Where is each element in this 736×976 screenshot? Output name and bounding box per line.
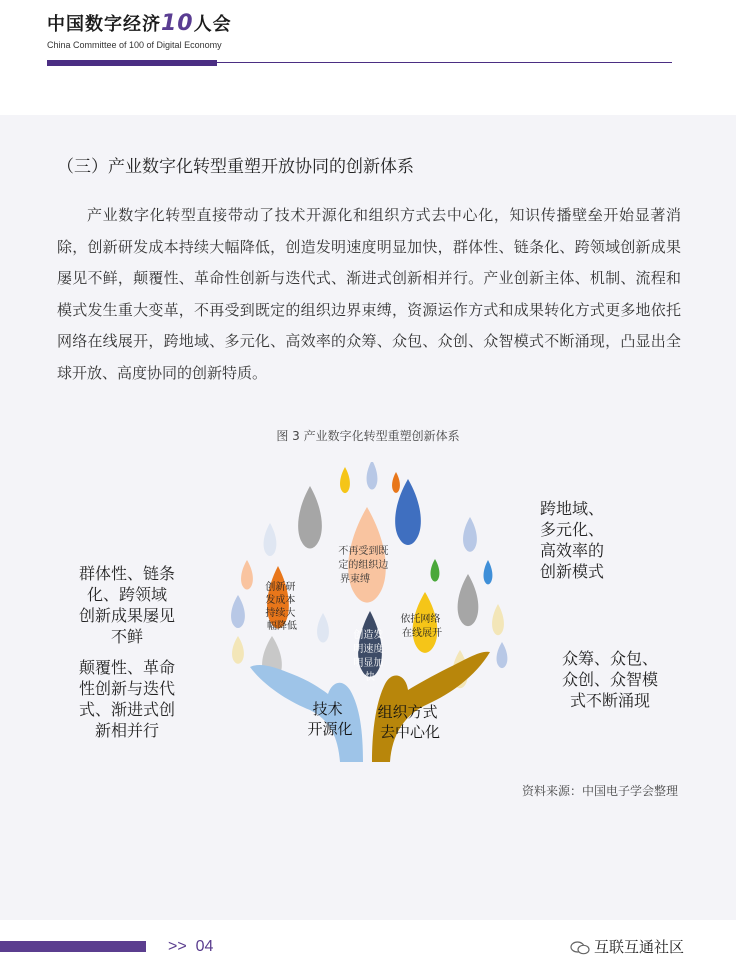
leaf-left-line: 发成本: [265, 595, 296, 606]
leaf-small: [392, 472, 400, 493]
left-text-1-line: 群体性、链条: [78, 564, 175, 583]
hand-left-line: 开源化: [307, 720, 353, 738]
right-text-1-line: 高效率的: [540, 541, 605, 560]
page-number-value: 04: [195, 938, 214, 955]
leaf-small: [317, 613, 329, 643]
leaf-small: [497, 642, 508, 668]
leaf-center-line: 创造发: [353, 630, 384, 641]
leaf-small: [231, 595, 245, 628]
leaf-small: [463, 517, 477, 552]
logo-title: [47, 10, 232, 36]
leaf-top-line: 界束缚: [340, 574, 370, 585]
page-arrows: >>: [168, 938, 187, 955]
leaf-small: [264, 523, 277, 556]
logo-subtitle: China Committee of 100 of Digital Economy: [47, 40, 222, 50]
leaf-left-line: 持续大: [265, 608, 296, 619]
right-text-1-line: 创新模式: [540, 562, 605, 581]
right-text-innovation-model: [540, 498, 630, 582]
figure-source: 资料来源：中国电子学会整理: [521, 784, 678, 798]
innovation-tree-illustration: [220, 462, 520, 767]
leaf-grey-right: [458, 574, 479, 626]
right-text-crowd-models: [550, 648, 670, 711]
leaf-small: [367, 462, 378, 490]
left-text-2-line: 式、渐进式创: [78, 700, 175, 719]
left-text-2-line: 新相并行: [94, 721, 159, 740]
logo-title-suffix: 人会: [193, 14, 232, 35]
figure-caption: 图 3 产业数字化转型重塑创新体系: [276, 429, 460, 443]
leaf-right-line: 在线展开: [402, 628, 442, 639]
left-text-2-line: 性创新与迭代: [78, 679, 175, 698]
footer-brand: [570, 936, 684, 957]
leaf-small: [340, 467, 350, 493]
footer-accent-bar: [0, 941, 146, 952]
header-accent-bar: [47, 60, 217, 66]
hand-left-line: 技术: [312, 700, 343, 718]
leaf-center-line: 明速度: [353, 644, 384, 655]
section-title: （三）产业数字化转型重塑开放协同的创新体系: [57, 157, 414, 177]
right-text-2-line: 众筹、众包、: [561, 649, 658, 668]
wechat-icon: [570, 941, 590, 955]
leaf-small: [241, 560, 253, 590]
left-text-innovation-results: [68, 563, 186, 647]
right-text-1-line: 多元化、: [540, 520, 605, 539]
leaf-small: [492, 604, 504, 635]
leaf-small: [431, 559, 440, 582]
leaf-left-line: 幅降低: [267, 621, 297, 632]
leaf-small: [232, 636, 244, 664]
leaf-center-line: 明显加: [353, 658, 384, 669]
leaf-grey-top: [298, 486, 322, 549]
leaf-small: [484, 560, 493, 584]
left-text-2-line: 颠覆性、革命: [78, 658, 175, 677]
left-text-disruptive-innovation: [68, 657, 186, 741]
logo-number: 10: [161, 11, 194, 36]
left-text-1-line: 不鲜: [110, 627, 143, 646]
right-text-2-line: 式不断涌现: [569, 691, 650, 710]
right-text-1-line: 跨地域、: [540, 499, 605, 518]
leaf-top-line: 定的组织边: [338, 560, 389, 571]
right-text-2-line: 众创、众智模: [561, 670, 658, 689]
page-header: [0, 0, 736, 112]
left-text-1-line: 创新成果屡见: [78, 606, 175, 625]
header-divider: [217, 62, 672, 63]
leaf-left-line: 创新研: [265, 582, 296, 593]
leaf-center-line: 快: [365, 672, 375, 683]
leaf-right-line: 依托网络: [400, 614, 441, 625]
body-paragraph: 产业数字化转型直接带动了技术开源化和组织方式去中心化，知识传播壁垒开始显著消除，创新研发成本持续大幅降低，创造发明速度明显加快，群体性、链条化、跨领域创新成果屡见不鲜，颠覆性、革命性创新与迭代式、渐进式创新相并行。产业创新主体、机制、流程和模式发生重大变革，不再受到既定的组织边界束缚，资源运作方式和成果转化方式更多地依托网络在线展开，跨地域、多元化、高效率的众筹、众包、众创、众智模式不断涌现，凸显出全球开放、高度协同的创新特质。: [57, 206, 681, 382]
left-text-1-line: 化、跨领域: [86, 585, 167, 604]
hand-right-line: 组织方式: [377, 703, 438, 721]
footer-brand-text: 互联互通社区: [594, 938, 685, 956]
leaf-top-line: 不再受到既: [338, 546, 389, 557]
hand-right-line: 去中心化: [379, 723, 441, 741]
logo-title-text: 中国数字经济: [47, 14, 161, 35]
page-number: [168, 938, 213, 956]
